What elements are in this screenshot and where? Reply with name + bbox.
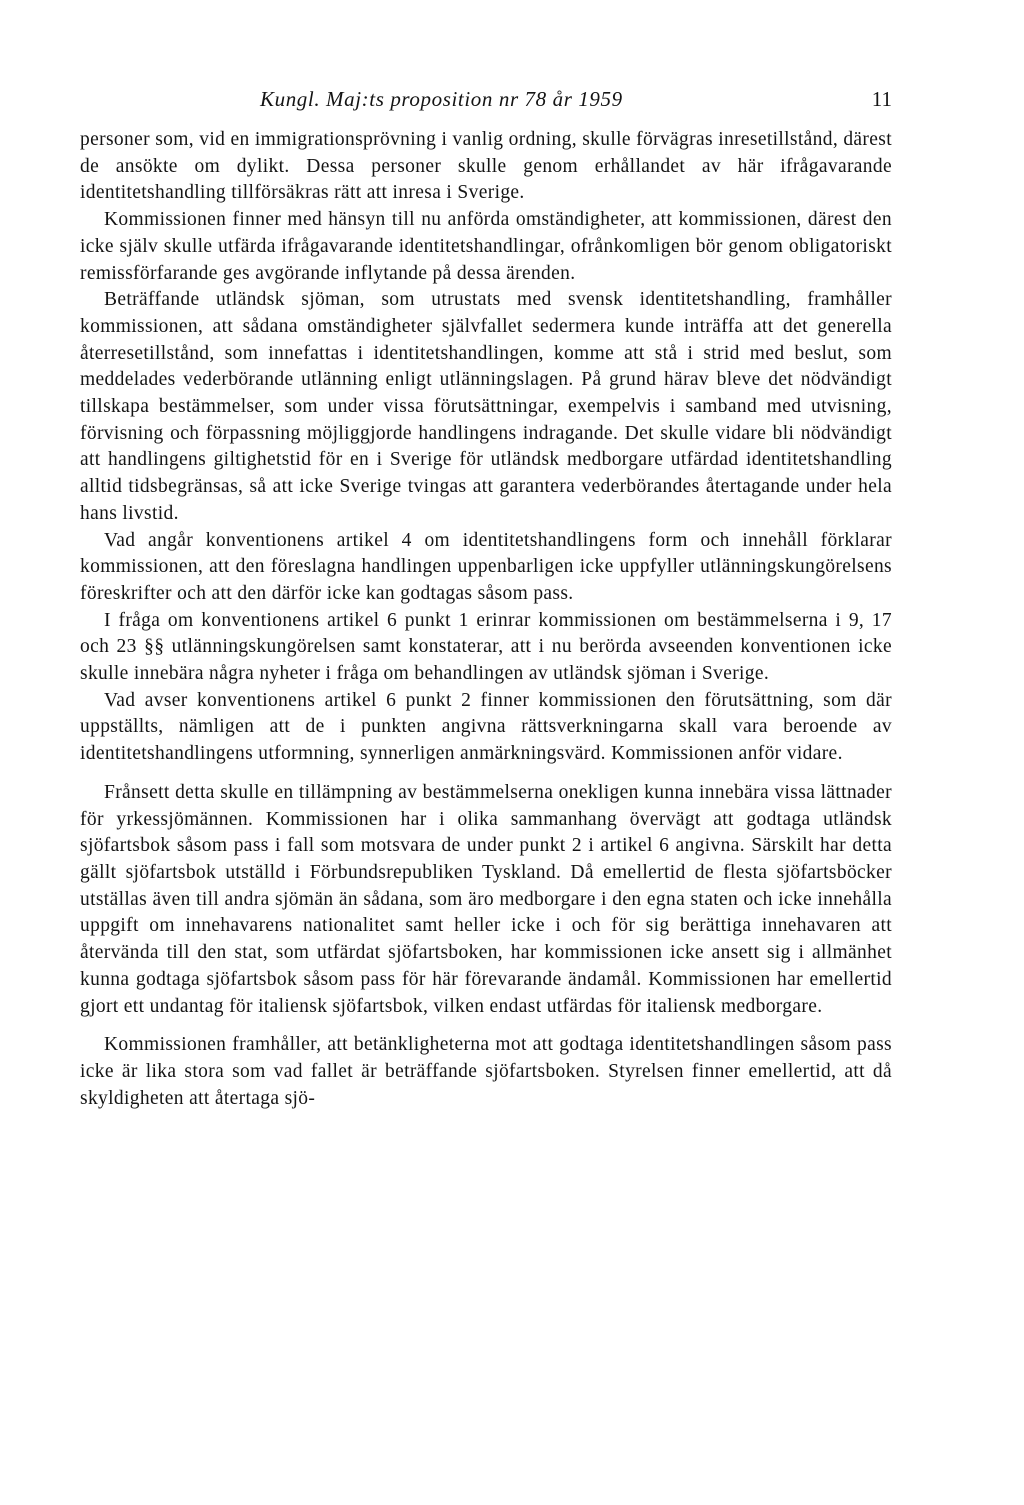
paragraph-foreign-seaman: Beträffande utländsk sjöman, som utrustats med svensk identitetshandling, framhåller kommissionen, att sådana omständigheter självfallet sedermera kunde inträffa att det generella återresetillstånd, som innefattas i identitetshandlingen, komme att stå i strid med beslut, som meddelades vederbörande utlänning enligt utlänningslagen. På grund härav bleve det nödvändigt tillskapa bestämmelser, som under vissa förutsättningar, exempelvis i samband med utvisning, förvisning och förpassning möjliggjorde handlingens indragande. Det skulle vidare bli nödvändigt att handlingens giltighetstid för en i Sverige för utländsk medborgare utfärdad identitetshandling alltid tidsbegränsas, så att icke Sverige tvingas att garantera vederbörandes återtagande under hela hans livstid.: [80, 289, 892, 524]
paragraph-continued: personer som, vid en immigrationsprövning i vanlig ordning, skulle förvägras inresetillstånd, därest de ansökte om dylikt. Dessa personer skulle genom erhållandet av här ifrågavarande identitetshandling tillförsäkras rätt att inresa i Sverige.: [80, 129, 892, 204]
paragraph-identity-document-as-passport: Kommissionen framhåller, att betänkligheterna mot att godtaga identitetshandlingen såsom pass icke är lika stora som vad fallet är beträffande sjöfartsboken. Styrelsen finner emellertid, att då skyldigheten att återtaga sjö-: [80, 1034, 892, 1109]
paragraph-seamans-book: Frånsett detta skulle en tillämpning av bestämmelserna onekligen kunna innebära vissa lättnader för yrkessjömännen. Kommissionen har i olika sammanhang övervägt att godtaga utländsk sjöfartsbok såsom pass i fall som motsvara de under punkt 2 i artikel 6 angivna. Särskilt har detta gällt sjöfartsbok utställd i Förbundsrepubliken Tyskland. Då emellertid de flesta sjöfartsböcker utställas även till andra sjömän än sådana, som äro medborgare i den egna staten och icke innehålla uppgift om innehavarens nationalitet samt heller icke i och för sig berättiga innehavaren att återvända till den stat, som utfärdat sjöfartsboken, har kommissionen icke ansett sig i allmänhet kunna godtaga sjöfartsbok såsom pass för här förevarande ändamål. Kommissionen har emellertid gjort ett undantag för italiensk sjöfartsbok, vilken endast utfärdas för italiensk medborgare.: [80, 781, 892, 1017]
body-text: [80, 127, 892, 1112]
paragraph-article-6-point-2: Vad avser konventionens artikel 6 punkt 2 finner kommissionen den förutsättning, som där uppställts, nämligen att de i punkten angivna rättsverkningarna skall vara beroende av identitetshandlingens utformning, synnerligen anmärkningsvärd. Kommissionen anför vidare.: [80, 689, 892, 765]
running-title: Kungl. Maj:ts proposition nr 78 år 1959: [260, 87, 623, 111]
paragraph-article-4: Vad angår konventionens artikel 4 om identitetshandlingens form och innehåll förklarar kommissionen, att den föreslagna handlingen uppenbarligen icke uppfyller utlänningskungörelsens föreskrifter och att den därför icke kan godtagas såsom pass.: [80, 529, 892, 604]
page-header: [80, 84, 892, 114]
paragraph-article-6-point-1: I fråga om konventionens artikel 6 punkt 1 erinrar kommissionen om bestämmelserna i 9, 17 och 23 §§ utlänningskungörelsen samt konstaterar, att i nu berörda avseenden konventionen icke skulle innebära några nyheter i fråga om behandlingen av utländsk sjöman i Sverige.: [80, 609, 892, 685]
page-number: 11: [871, 87, 892, 111]
paragraph-commission-findings: Kommissionen finner med hänsyn till nu anförda omständigheter, att kommissionen, därest den icke själv skulle utfärda ifrågavarande identitetshandlingar, ofrånkomligen bör genom obligatoriskt remissförfarande ges avgörande inflytande på dessa ärenden.: [80, 209, 892, 284]
